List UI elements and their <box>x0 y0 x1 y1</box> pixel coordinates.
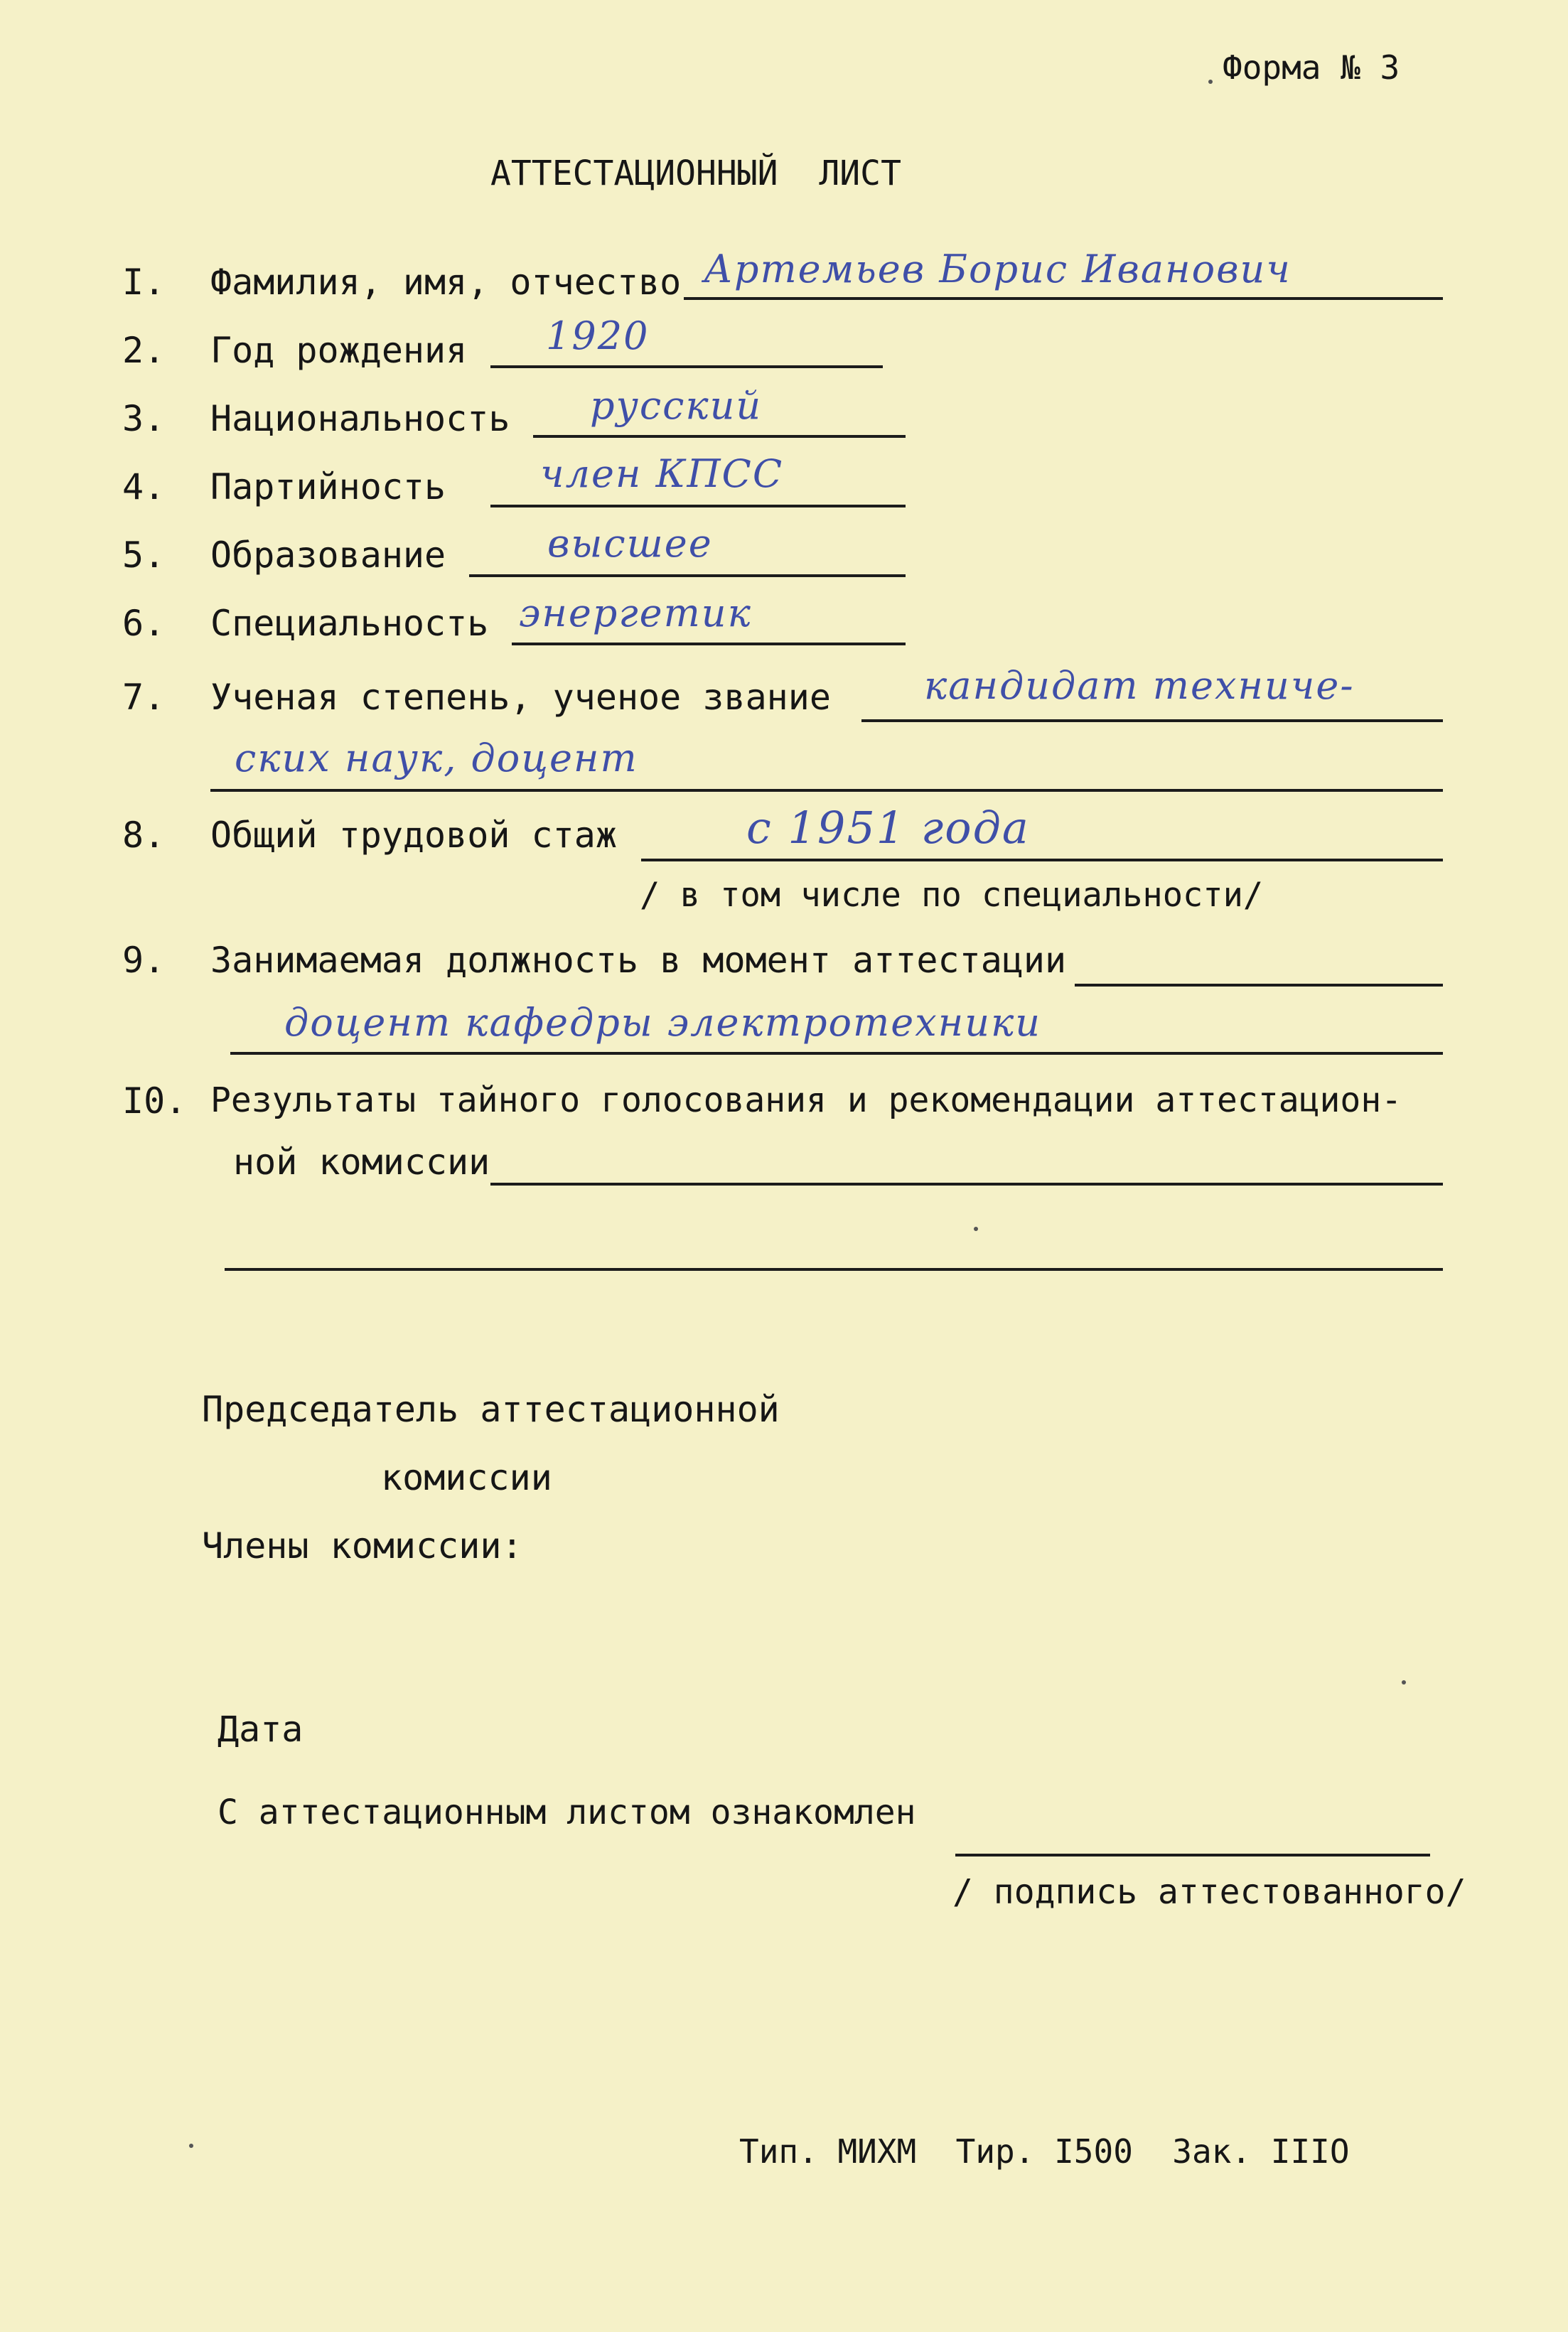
field-8-label: Общий трудовой стаж <box>210 815 617 856</box>
field-8-note: / в том числе по специальности/ <box>640 876 1264 915</box>
field-7-line <box>861 719 1443 722</box>
field-8-value: с 1951 года <box>746 802 1030 854</box>
field-2-line <box>490 365 883 368</box>
field-3-number: 3. <box>122 398 166 439</box>
field-4-number: 4. <box>122 466 166 507</box>
field-6-value: энергетик <box>519 591 752 635</box>
paper-speck <box>974 1227 978 1231</box>
field-10-line-2 <box>225 1268 1443 1271</box>
field-9-label: Занимаемая должность в момент аттестации <box>210 940 1067 981</box>
acquainted-label: С аттестационным листом ознакомлен <box>218 1793 916 1832</box>
field-10-line <box>490 1183 1443 1186</box>
print-info: Тип. МИХМ Тир. I500 Зак. IIIO <box>739 2132 1350 2171</box>
field-7-label: Ученая степень, ученое звание <box>210 677 831 718</box>
field-7-number: 7. <box>122 677 166 718</box>
field-9-number: 9. <box>122 940 166 981</box>
field-3-label: Национальность <box>210 398 510 439</box>
field-1-line <box>684 297 1443 300</box>
field-10-number: I0. <box>122 1080 187 1122</box>
signature-line <box>955 1854 1430 1857</box>
field-2-number: 2. <box>122 330 166 371</box>
field-1-number: I. <box>122 262 166 303</box>
chairman-label-continued: комиссии <box>381 1457 552 1498</box>
field-1-label: Фамилия, имя, отчество <box>210 262 682 303</box>
paper-speck <box>1402 1680 1406 1684</box>
field-5-number: 5. <box>122 534 166 576</box>
field-2-label: Год рождения <box>210 330 468 371</box>
field-9-line <box>1075 984 1443 987</box>
field-5-value: высшее <box>547 521 713 566</box>
field-4-line <box>490 505 906 507</box>
field-1-value: Артемьев Борис Иванович <box>704 247 1292 291</box>
field-7-value-continued: ских наук, доцент <box>235 736 638 780</box>
date-label: Дата <box>218 1709 304 1750</box>
field-5-label: Образование <box>210 534 446 576</box>
field-7-line-2 <box>210 789 1443 792</box>
members-label: Члены комиссии: <box>202 1525 523 1567</box>
field-8-line <box>641 859 1443 861</box>
field-3-line <box>533 435 906 438</box>
form-number: Форма № 3 <box>1223 48 1400 87</box>
signature-note: / подпись аттестованного/ <box>952 1872 1466 1912</box>
paper-speck <box>189 2144 193 2148</box>
field-10-label-continued: ной комиссии <box>233 1141 490 1183</box>
field-3-value: русский <box>590 383 763 428</box>
field-9-line-2 <box>230 1052 1443 1055</box>
page-title: АТТЕСТАЦИОННЫЙ ЛИСТ <box>490 154 901 193</box>
field-7-value: кандидат техниче- <box>924 663 1355 708</box>
field-4-value: член КПСС <box>540 451 784 496</box>
field-9-value: доцент кафедры электротехники <box>284 1000 1042 1045</box>
field-5-line <box>469 574 906 577</box>
field-6-number: 6. <box>122 603 166 644</box>
field-6-label: Специальность <box>210 603 489 644</box>
field-8-number: 8. <box>122 815 166 856</box>
field-10-label: Результаты тайного голосования и рекомендации аттестацион- <box>210 1080 1402 1120</box>
chairman-label: Председатель аттестационной <box>202 1389 780 1430</box>
paper-speck <box>1208 80 1213 84</box>
field-6-line <box>512 643 906 645</box>
field-2-value: 1920 <box>546 313 650 358</box>
field-4-label: Партийность <box>210 466 446 507</box>
